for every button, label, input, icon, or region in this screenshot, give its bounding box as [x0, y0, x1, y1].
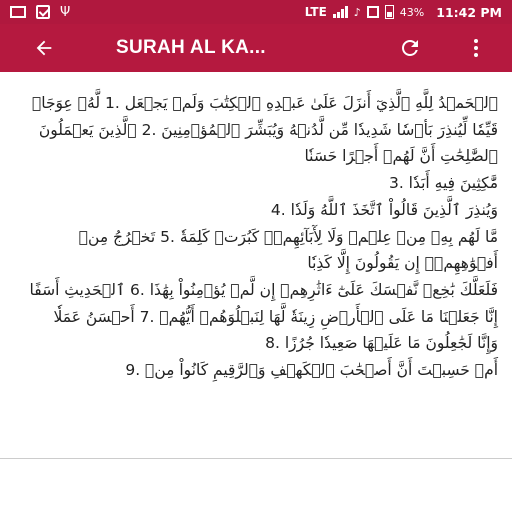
- verse-3: مَّٰكِثِينَ فِيهِ أَبَدٗا .3: [388, 174, 498, 193]
- verse-1: ٱلۡحَمۡدُ لِلَّهِ ٱلَّذِيٓ أَنزَلَ عَلَىٰ عَبۡدِهِ ٱلۡكِتَٰبَ وَلَمۡ يَجۡعَل .1 لَّهُۥ عِوَجَاۜ: [31, 94, 498, 112]
- verse-7: إِنَّا جَعَلۡنَا مَا عَلَى ٱلۡأَرۡضِ زِينَةٗ لَّهَا لِنَبۡلُوَهُمۡ أَيُّهُمۡ .7 أَحۡسَنُ عَمَلٗا: [53, 307, 498, 326]
- back-button[interactable]: [22, 24, 66, 72]
- app-bar: [0, 24, 512, 72]
- verse-4: وَيُنذِرَ ٱلَّذِينَ قَالُواْ ٱتَّخَذَ ٱللَّهُ وَلَدٗا .4: [270, 200, 498, 219]
- more-vert-icon: [464, 36, 488, 60]
- data-activity-icon: ♪: [353, 5, 361, 19]
- battery-icon: [385, 5, 394, 19]
- divider: [0, 458, 512, 459]
- verse-6: فَلَعَلَّكَ بَٰخِعٞ نَّفۡسَكَ عَلَىٰٓ ءَاثَٰرِهِمۡ إِن لَّمۡ يُؤۡمِنُواْ بِهَٰذَا .6 ٱلۡحَدِيثِ أَسَفًا: [29, 280, 498, 299]
- page-title: SURAH AL KA...: [116, 37, 266, 58]
- verse-5: مَّا لَهُم بِهِۦ مِنۡ عِلۡمٖ وَلَا لِأٓبَآئِهِمۡۚ كَبُرَتۡ كَلِمَةٗ .5 تَخۡرُجُ مِنۡ أَفۡوَٰهِهِمۡۚ إِن يَقُولُونَ إِلَّا كَذِبٗا: [78, 227, 498, 273]
- check-notification-icon: [36, 5, 50, 19]
- refresh-button[interactable]: [390, 24, 430, 72]
- verse-9: أَمۡ حَسِبۡتَ أَنَّ أَصۡحَٰبَ ٱلۡكَهۡفِ وَٱلرَّقِيمِ كَانُواْ مِنۡ .9: [125, 361, 498, 380]
- signal-secondary-icon: [367, 6, 379, 18]
- arrow-left-icon: [33, 37, 55, 59]
- usb-icon: Ψ: [60, 4, 71, 20]
- gallery-notification-icon: [10, 6, 26, 18]
- signal-icon: [333, 6, 348, 18]
- status-bar: [0, 0, 512, 24]
- overflow-menu-button[interactable]: [456, 24, 496, 72]
- battery-level: 43%: [399, 5, 425, 19]
- surah-text-area[interactable]: [0, 72, 512, 458]
- verse-2: قَيِّمٗا لِّيُنذِرَ بَأۡسٗا شَدِيدٗا مِّن لَّدُنۡهُ وَيُبَشِّرَ ٱلۡمُؤۡمِنِينَ .2 ٱلَّذِينَ يَعۡمَلُونَ ٱلصَّٰلِحَٰتِ أَنَّ لَهُمۡ أَجۡرًا حَسَنٗا: [38, 120, 498, 166]
- clock: 11:42 PM: [436, 4, 502, 20]
- verse-8: وَإِنَّا لَجَٰعِلُونَ مَا عَلَيۡهَا صَعِيدٗا جُرُزًا .8: [265, 334, 498, 353]
- network-type: LTE: [304, 5, 327, 19]
- refresh-icon: [398, 36, 422, 60]
- verse-list: [0, 72, 512, 384]
